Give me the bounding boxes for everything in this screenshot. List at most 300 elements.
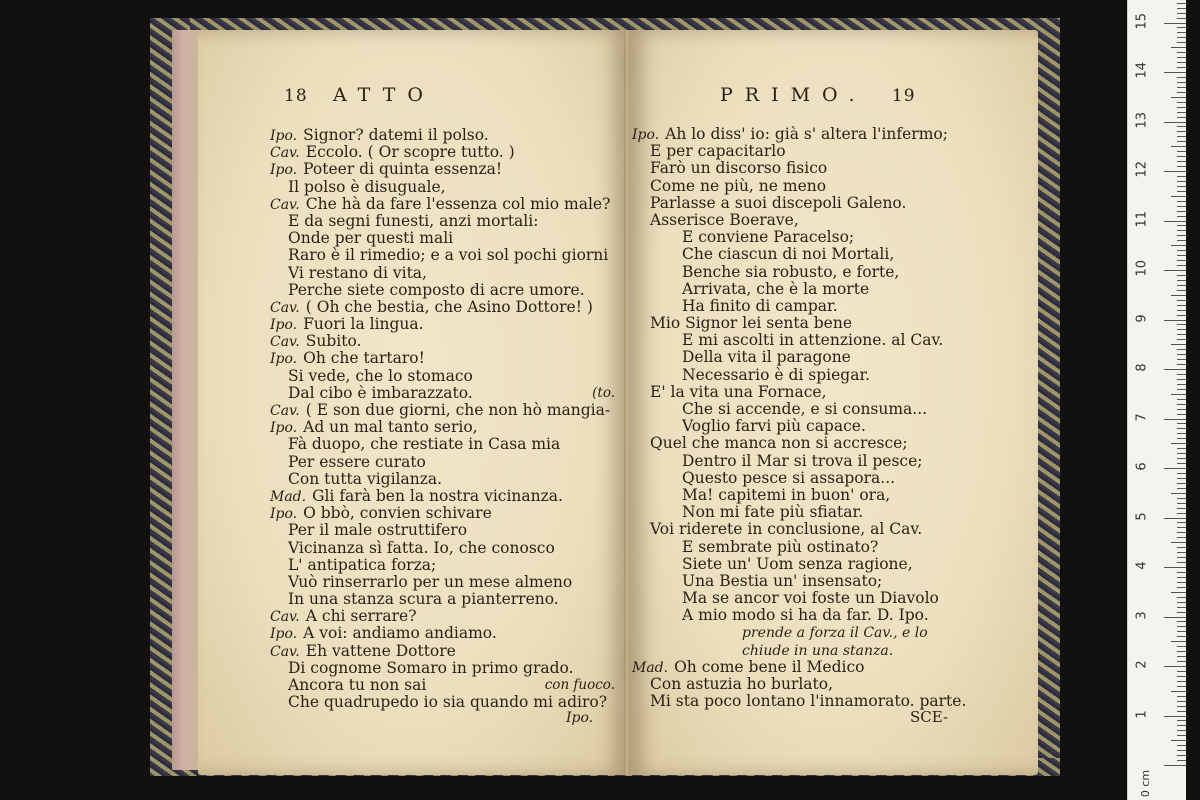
- ruler-tick: [1177, 656, 1186, 657]
- text-line: [632, 642, 977, 659]
- text-line: [632, 195, 977, 212]
- line-text: Farò un discorso fisico: [650, 159, 828, 178]
- ruler-tick: [1177, 631, 1186, 632]
- text-line: [632, 607, 977, 624]
- ruler-tick: [1177, 225, 1186, 226]
- ruler-tick: [1177, 62, 1186, 63]
- line-text: ( E son due giorni, che non hò mangia-: [305, 401, 611, 419]
- line-text: In una stanza scura a pianterreno.: [288, 590, 559, 609]
- ruler-tick: [1177, 255, 1186, 256]
- line-text: Ah lo diss' io: già s' altera l'infermo;: [665, 125, 948, 143]
- text-line: [632, 556, 977, 573]
- ruler-tick: [1177, 473, 1186, 474]
- ruler-tick: [1177, 760, 1186, 761]
- measuring-ruler: [1127, 0, 1186, 800]
- ruler-tick: [1177, 57, 1186, 58]
- ruler-tick: [1177, 676, 1186, 677]
- ruler-tick: [1164, 716, 1186, 717]
- ruler-tick: [1177, 498, 1186, 499]
- ruler-tick: [1177, 522, 1186, 523]
- right-running-head: [720, 82, 916, 106]
- ruler-tick: [1177, 240, 1186, 241]
- ruler-tick: [1171, 394, 1186, 395]
- line-text: Come ne più, ne meno: [650, 176, 827, 195]
- ruler-tick: [1177, 305, 1186, 306]
- line-text: Arrivata, che è la morte: [682, 279, 870, 298]
- text-line: [270, 574, 615, 591]
- ruler-tick: [1177, 52, 1186, 53]
- text-line: [632, 573, 977, 590]
- ruler-tick: [1177, 216, 1186, 217]
- ruler-tick: [1164, 72, 1186, 73]
- ruler-tick: [1177, 379, 1186, 380]
- ruler-tick: [1177, 612, 1186, 613]
- text-line: [632, 298, 977, 315]
- text-line: [632, 539, 977, 556]
- ruler-number: 13: [1134, 111, 1150, 128]
- ruler-tick: [1177, 92, 1186, 93]
- ruler-tick: [1177, 636, 1186, 637]
- ruler-tick: [1177, 414, 1186, 415]
- line-text: Con astuzia ho burlato,: [650, 675, 834, 693]
- ruler-tick: [1177, 339, 1186, 340]
- text-line: [270, 694, 615, 711]
- ruler-tick: [1164, 369, 1186, 370]
- text-line: [270, 540, 615, 557]
- speaker-label: Cav.: [270, 403, 300, 419]
- line-text: Oh che tartaro!: [303, 349, 425, 368]
- ruler-number: 15: [1134, 12, 1150, 29]
- ruler-tick: [1177, 191, 1186, 192]
- ruler-tick: [1177, 661, 1186, 662]
- line-text: Mio Signor lei senta bene: [650, 314, 853, 333]
- text-line: [270, 522, 615, 539]
- text-line: [270, 385, 615, 402]
- ruler-tick: [1177, 42, 1186, 43]
- speaker-label: Cav.: [270, 196, 300, 213]
- line-text: Onde per questi mali: [288, 229, 454, 248]
- ruler-tick: [1177, 87, 1186, 88]
- ruler-tick: [1177, 399, 1186, 400]
- ruler-tick: [1177, 696, 1186, 697]
- ruler-tick: [1177, 310, 1186, 311]
- left-catchword: Ipo.: [566, 710, 594, 726]
- line-text: Oh come bene il Medico: [674, 657, 865, 676]
- ruler-tick: [1177, 37, 1186, 38]
- line-text: Eh vattene Dottore: [305, 641, 456, 660]
- line-text: chiude in una stanza.: [742, 642, 894, 659]
- text-line: [632, 470, 977, 487]
- ruler-tick: [1177, 107, 1186, 108]
- ruler-number: 6: [1134, 462, 1150, 471]
- text-line: [270, 625, 615, 642]
- text-line: [270, 127, 615, 144]
- ruler-tick: [1177, 151, 1186, 152]
- speaker-label: Ipo.: [270, 162, 298, 179]
- line-text: Di cognome Somaro in primo grado.: [288, 658, 574, 677]
- line-text: Per il male ostruttifero: [288, 521, 468, 540]
- ruler-tick: [1177, 735, 1186, 736]
- line-text: O bbò, convien schivare: [303, 504, 492, 523]
- left-head-word: ATTO: [333, 84, 435, 106]
- ruler-tick: [1177, 701, 1186, 702]
- ruler-number: 9: [1134, 313, 1150, 323]
- line-text: Della vita il paragone: [682, 348, 851, 367]
- ruler-tick: [1171, 493, 1186, 494]
- line-text: Che si accende, e si consuma...: [682, 400, 928, 418]
- line-text: Fà duopo, che restiate in Casa mia: [288, 435, 561, 454]
- ruler-tick: [1177, 537, 1186, 538]
- ruler-number: 2: [1134, 660, 1150, 669]
- line-text: Una Bestia un' insensato;: [682, 571, 883, 590]
- text-line: [632, 435, 977, 452]
- ruler-tick: [1177, 117, 1186, 118]
- text-line: [632, 126, 977, 143]
- ruler-tick: [1177, 82, 1186, 83]
- ruler-tick: [1177, 587, 1186, 588]
- text-line: [632, 521, 977, 538]
- text-line: [632, 332, 977, 349]
- line-text: A voi: andiamo andiamo.: [303, 624, 497, 643]
- text-line: [270, 608, 615, 625]
- ruler-tick: [1177, 720, 1186, 721]
- speaker-label: Cav.: [270, 334, 300, 351]
- text-line: [632, 624, 977, 641]
- ruler-tick: [1177, 582, 1186, 583]
- ruler-tick: [1177, 136, 1186, 137]
- ruler-tick: [1177, 364, 1186, 365]
- ruler-number: 5: [1134, 511, 1150, 521]
- ruler-tick: [1171, 245, 1186, 246]
- ruler-tick: [1171, 443, 1186, 444]
- text-line: [632, 143, 977, 160]
- ruler-tick: [1177, 478, 1186, 479]
- right-catchword: SCE-: [910, 708, 949, 726]
- text-line: [632, 246, 977, 263]
- ruler-tick: [1164, 122, 1186, 123]
- ruler-tick: [1177, 409, 1186, 410]
- text-line: [632, 590, 977, 607]
- ruler-tick: [1177, 18, 1186, 19]
- line-text: Dal cibo è imbarazzato.: [288, 383, 473, 402]
- line-text: Con tutta vigilanza.: [288, 469, 443, 488]
- line-text: Si vede, che lo stomaco: [288, 366, 473, 385]
- text-line: [632, 349, 977, 366]
- ruler-tick: [1177, 730, 1186, 731]
- ruler-tick: [1177, 8, 1186, 9]
- ruler-tick: [1177, 290, 1186, 291]
- ruler-tick: [1177, 453, 1186, 454]
- ruler-tick: [1177, 745, 1186, 746]
- line-text: Necessario è di spiegar.: [682, 365, 871, 384]
- ruler-tick: [1177, 67, 1186, 68]
- ruler-number: 4: [1134, 561, 1150, 570]
- right-text-block: [632, 126, 977, 710]
- line-text: Benche sia robusto, e forte,: [682, 262, 900, 281]
- text-line: [270, 350, 615, 367]
- ruler-tick: [1177, 404, 1186, 405]
- ruler-tick: [1177, 141, 1186, 142]
- line-text: E' la vita una Fornace,: [650, 382, 827, 401]
- ruler-tick: [1177, 13, 1186, 14]
- text-line: [632, 160, 977, 177]
- left-running-head: [284, 82, 435, 106]
- ruler-unit-label: 0 cm: [1139, 769, 1153, 798]
- ruler-tick: [1177, 334, 1186, 335]
- ruler-tick: [1177, 77, 1186, 78]
- ruler-tick: [1177, 384, 1186, 385]
- speaker-label: Ipo.: [632, 127, 660, 143]
- ruler-tick: [1177, 686, 1186, 687]
- ruler-tick: [1171, 542, 1186, 543]
- ruler-number: 12: [1134, 160, 1150, 178]
- line-text: Parlasse a suoi discepoli Galeno.: [650, 193, 907, 212]
- text-line: [270, 316, 615, 333]
- text-line: [270, 677, 615, 694]
- line-text: Ha finito di campar.: [682, 296, 838, 315]
- stage-direction: (to.: [592, 384, 615, 401]
- text-line: [270, 213, 615, 230]
- line-text: E conviene Paracelso;: [682, 228, 855, 247]
- left-page: [198, 30, 628, 775]
- line-text: Voglio farvi più capace.: [682, 417, 866, 436]
- ruler-tick: [1177, 250, 1186, 251]
- ruler-tick: [1177, 428, 1186, 429]
- ruler-tick: [1177, 3, 1186, 4]
- ruler-tick: [1177, 433, 1186, 434]
- ruler-tick: [1164, 221, 1186, 222]
- text-line: [270, 591, 615, 608]
- line-text: Voi riderete in conclusione, al Cav.: [650, 520, 923, 539]
- ruler-tick: [1177, 211, 1186, 212]
- ruler-tick: [1177, 285, 1186, 286]
- ruler-tick: [1171, 97, 1186, 98]
- ruler-tick: [1171, 592, 1186, 593]
- line-text: ( Oh che bestia, che Asino Dottore! ): [305, 297, 593, 316]
- ruler-tick: [1177, 621, 1186, 622]
- line-text: Che hà da fare l'essenza col mio male?: [305, 194, 611, 213]
- line-text: Fuori la lingua.: [303, 315, 424, 334]
- ruler-tick: [1177, 755, 1186, 756]
- ruler-tick: [1177, 186, 1186, 187]
- ruler-tick: [1177, 156, 1186, 157]
- speaker-label: Cav.: [270, 643, 300, 660]
- line-text: Mi sta poco lontano l'innamorato. parte.: [650, 692, 967, 711]
- ruler-tick: [1171, 344, 1186, 345]
- speaker-label: Ipo.: [270, 506, 298, 523]
- line-text: Siete un' Uom senza ragione,: [682, 554, 913, 573]
- text-line: [270, 471, 615, 488]
- ruler-number: 8: [1134, 363, 1150, 372]
- ruler-tick: [1164, 320, 1186, 321]
- ruler-tick: [1177, 547, 1186, 548]
- speaker-label: Ipo.: [270, 420, 298, 437]
- text-line: [270, 196, 615, 213]
- ruler-tick: [1177, 651, 1186, 652]
- line-text: Vicinanza sì fatta. Io, che conosco: [288, 538, 555, 557]
- ruler-tick: [1177, 161, 1186, 162]
- ruler-tick: [1177, 265, 1186, 266]
- line-text: Perche siete composto di acre umore.: [288, 280, 585, 299]
- line-text: Asserisce Boerave,: [650, 210, 799, 229]
- ruler-tick: [1164, 666, 1186, 667]
- speaker-label: Ipo.: [270, 317, 298, 334]
- text-line: [270, 265, 615, 282]
- ruler-tick: [1177, 438, 1186, 439]
- text-line: [270, 230, 615, 247]
- ruler-tick: [1177, 201, 1186, 202]
- text-line: [632, 453, 977, 470]
- ruler-tick: [1171, 47, 1186, 48]
- text-line: [270, 419, 615, 436]
- ruler-tick: [1164, 567, 1186, 568]
- ruler-tick: [1164, 171, 1186, 172]
- line-text: Non mi fate più sfiatar.: [682, 503, 864, 522]
- ruler-tick: [1164, 518, 1186, 519]
- text-line: [632, 315, 977, 332]
- right-page-number: 19: [891, 86, 916, 106]
- ruler-tick: [1177, 750, 1186, 751]
- text-line: [270, 299, 615, 316]
- ruler-tick: [1177, 112, 1186, 113]
- text-line: [632, 676, 977, 693]
- ruler-tick: [1177, 423, 1186, 424]
- ruler-tick: [1171, 740, 1186, 741]
- ruler-tick: [1171, 691, 1186, 692]
- ruler-tick: [1177, 488, 1186, 489]
- text-line: [632, 367, 977, 384]
- line-text: Il polso è disuguale,: [288, 177, 446, 196]
- ruler-number: 3: [1134, 610, 1150, 620]
- text-line: [270, 161, 615, 178]
- text-line: [270, 505, 615, 522]
- text-line: [270, 454, 615, 471]
- ruler-tick: [1177, 275, 1186, 276]
- ruler-number: 1: [1134, 709, 1150, 719]
- ruler-tick: [1177, 577, 1186, 578]
- ruler-tick: [1177, 607, 1186, 608]
- line-text: E per capacitarlo: [650, 142, 786, 161]
- ruler-tick: [1164, 765, 1186, 766]
- ruler-number: 11: [1134, 210, 1150, 227]
- ruler-tick: [1177, 176, 1186, 177]
- ruler-number: 10: [1134, 259, 1150, 277]
- stage-direction: con fuoco.: [544, 677, 615, 693]
- ruler-tick: [1177, 300, 1186, 301]
- line-text: Che ciascun di noi Mortali,: [682, 245, 895, 264]
- line-text: Questo pesce si assapora...: [682, 468, 896, 487]
- line-text: Raro è il rimedio; e a voi sol pochi giorni: [288, 246, 609, 265]
- line-text: prende a forza il Cav., e lo: [742, 625, 928, 642]
- line-text: Quel che manca non si accresce;: [650, 434, 908, 453]
- ruler-tick: [1177, 324, 1186, 325]
- ruler-tick: [1164, 23, 1186, 24]
- text-line: [270, 333, 615, 350]
- speaker-label: Mad.: [632, 659, 669, 676]
- line-text: Per essere curato: [288, 452, 426, 471]
- ruler-tick: [1177, 230, 1186, 231]
- ruler-tick: [1177, 597, 1186, 598]
- text-line: [270, 643, 615, 660]
- speaker-label: Ipo.: [270, 128, 298, 144]
- text-line: [632, 401, 977, 418]
- ruler-tick: [1164, 468, 1186, 469]
- marbled-cover-right: [1035, 24, 1060, 776]
- ruler-tick: [1171, 146, 1186, 147]
- text-line: [632, 504, 977, 521]
- ruler-tick: [1177, 359, 1186, 360]
- speaker-label: Mad.: [270, 488, 307, 505]
- ruler-number: 14: [1134, 61, 1150, 79]
- text-line: [632, 229, 977, 246]
- line-text: Vuò rinserrarlo per un mese almeno: [288, 572, 573, 591]
- ruler-tick: [1177, 235, 1186, 236]
- text-line: [632, 659, 977, 676]
- ruler-tick: [1164, 270, 1186, 271]
- ruler-tick: [1177, 552, 1186, 553]
- ruler-tick: [1177, 562, 1186, 563]
- ruler-tick: [1177, 389, 1186, 390]
- text-line: [270, 402, 615, 419]
- ruler-tick: [1177, 126, 1186, 127]
- ruler-tick: [1177, 706, 1186, 707]
- text-line: [270, 660, 615, 677]
- ruler-tick: [1177, 626, 1186, 627]
- ruler-number: 7: [1134, 412, 1150, 422]
- line-text: Poteer di quinta essenza!: [303, 160, 503, 179]
- ruler-tick: [1177, 527, 1186, 528]
- line-text: E sembrate più ostinato?: [682, 537, 879, 556]
- right-page: [628, 30, 1038, 775]
- text-line: [632, 418, 977, 435]
- line-text: A mio modo si ha da far. D. Ipo.: [682, 606, 929, 625]
- line-text: Ancora tu non sai: [288, 676, 427, 694]
- ruler-tick: [1177, 102, 1186, 103]
- ruler-tick: [1171, 196, 1186, 197]
- ruler-tick: [1177, 602, 1186, 603]
- ruler-tick: [1177, 349, 1186, 350]
- text-line: [270, 557, 615, 574]
- line-text: Signor? datemi il polso.: [303, 126, 489, 144]
- text-line: [632, 281, 977, 298]
- line-text: Gli farà ben la nostra vicinanza.: [312, 486, 563, 505]
- text-line: [632, 384, 977, 401]
- text-line: [270, 247, 615, 264]
- speaker-label: Cav.: [270, 609, 300, 626]
- line-text: Vi restano di vita,: [288, 263, 427, 282]
- ruler-tick: [1177, 181, 1186, 182]
- line-text: Ad un mal tanto serio,: [303, 418, 478, 437]
- ruler-tick: [1164, 419, 1186, 420]
- ruler-tick: [1177, 572, 1186, 573]
- line-text: Ma se ancor voi foste un Diavolo: [682, 589, 939, 608]
- text-line: [270, 436, 615, 453]
- ruler-tick: [1177, 711, 1186, 712]
- line-text: Eccolo. ( Or scopre tutto. ): [305, 143, 515, 162]
- text-line: [270, 144, 615, 161]
- ruler-tick: [1177, 725, 1186, 726]
- speaker-label: Ipo.: [270, 351, 298, 368]
- text-line: [270, 368, 615, 385]
- left-page-number: 18: [284, 86, 308, 106]
- ruler-tick: [1177, 329, 1186, 330]
- ruler-tick: [1177, 206, 1186, 207]
- ruler-tick: [1177, 458, 1186, 459]
- speaker-label: Cav.: [270, 145, 300, 162]
- ruler-tick: [1177, 280, 1186, 281]
- text-line: [270, 179, 615, 196]
- ruler-tick: [1177, 315, 1186, 316]
